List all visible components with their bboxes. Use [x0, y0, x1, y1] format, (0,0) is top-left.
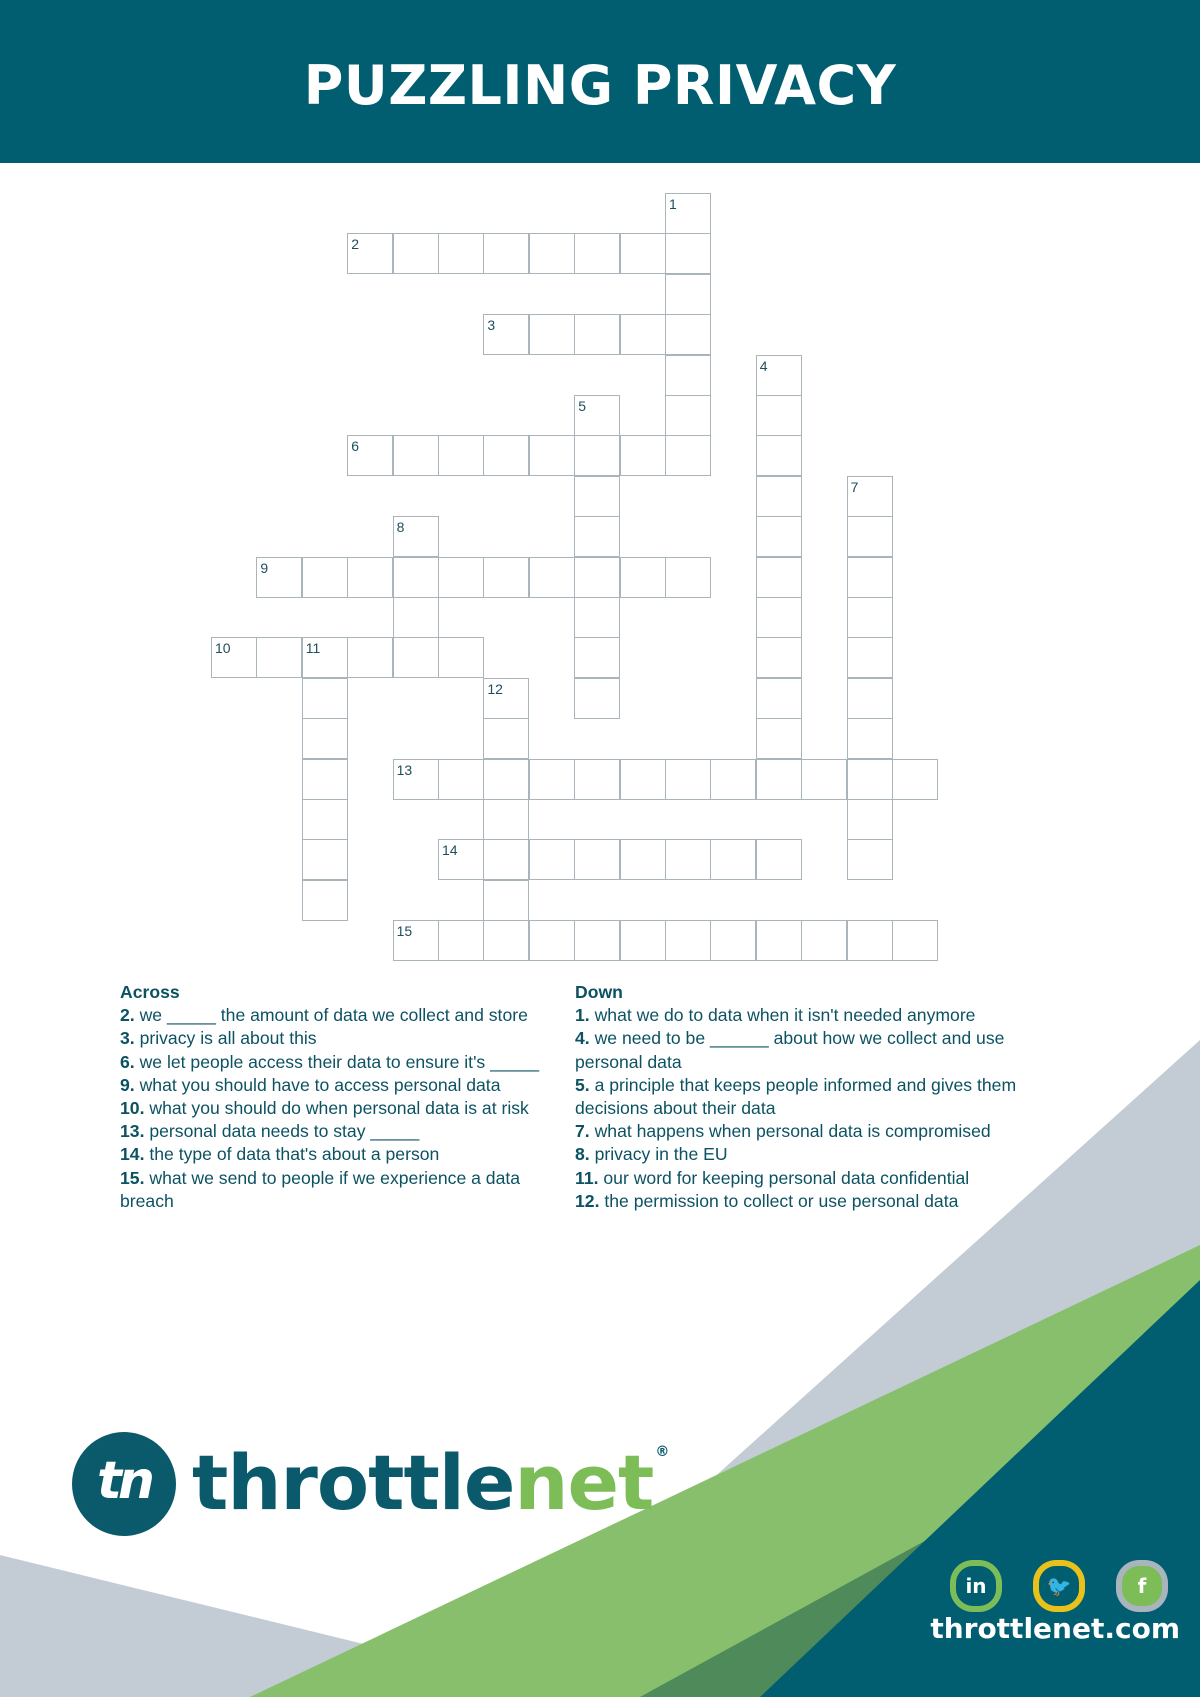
crossword-cell[interactable] [892, 920, 938, 961]
crossword-cell[interactable] [438, 920, 484, 961]
clue-number: 15 [396, 923, 413, 940]
crossword-cell[interactable] [756, 920, 802, 961]
crossword-cell[interactable] [801, 759, 847, 800]
crossword-cell[interactable] [256, 557, 302, 598]
crossword-cell[interactable] [756, 435, 802, 476]
crossword-cell[interactable] [393, 920, 439, 961]
crossword-cell[interactable] [665, 274, 711, 315]
clue-across [120, 1074, 565, 1097]
clue-across [120, 1097, 565, 1120]
linkedin-icon: in [953, 1563, 999, 1609]
clue-number: 6. [120, 1051, 135, 1072]
crossword-cell[interactable] [302, 759, 348, 800]
twitter-button[interactable] [1027, 1554, 1091, 1618]
crossword-cell[interactable] [847, 597, 893, 638]
logo-word-net: net [514, 1438, 654, 1527]
crossword-cell[interactable] [574, 557, 620, 598]
down-heading: Down [575, 982, 623, 1002]
website-link[interactable]: throttlenet.com [930, 1612, 1180, 1645]
crossword-cell[interactable] [302, 637, 348, 678]
crossword-cell[interactable] [756, 557, 802, 598]
crossword-cell[interactable] [847, 476, 893, 517]
crossword-cell[interactable] [438, 233, 484, 274]
page-title: PUZZLING PRIVACY [303, 54, 897, 117]
crossword-cell[interactable] [620, 759, 666, 800]
across-heading: Across [120, 982, 180, 1002]
clue-number: 2 [351, 236, 359, 253]
crossword-cell[interactable] [892, 759, 938, 800]
crossword-cell[interactable] [620, 233, 666, 274]
crossword-cell[interactable] [801, 920, 847, 961]
crossword-cell[interactable] [393, 557, 439, 598]
crossword-cell[interactable] [574, 516, 620, 557]
crossword-cell[interactable] [483, 233, 529, 274]
crossword-cell[interactable] [847, 839, 893, 880]
crossword-cell[interactable] [438, 435, 484, 476]
crossword-cell[interactable] [665, 233, 711, 274]
clue-number: 7 [850, 478, 859, 495]
clue-text: our word for keeping personal data confidential [598, 1167, 970, 1188]
crossword-cell[interactable] [483, 839, 529, 880]
clue-number: 10. [120, 1098, 145, 1119]
clue-number: 12 [487, 680, 503, 697]
crossword-cell[interactable] [438, 557, 484, 598]
crossword-cell[interactable] [529, 314, 575, 355]
clue-across [120, 1120, 565, 1143]
clue-down [575, 1190, 1040, 1213]
crossword-cell[interactable] [529, 759, 575, 800]
clue-text: a principle that keeps people informed and gives them decisions about their data [575, 1074, 1017, 1119]
crossword-cell[interactable] [574, 476, 620, 517]
crossword-cell[interactable] [393, 637, 439, 678]
crossword-cell[interactable] [529, 920, 575, 961]
crossword-cell[interactable] [256, 637, 302, 678]
crossword-cell[interactable] [574, 759, 620, 800]
clue-number: 2. [120, 1005, 135, 1026]
logo-wordmark [192, 1438, 668, 1527]
twitter-icon: 🐦 [1036, 1563, 1082, 1609]
clue-number: 3. [120, 1028, 135, 1049]
crossword-cell[interactable] [756, 839, 802, 880]
crossword-cell[interactable] [393, 516, 439, 557]
crossword-cell[interactable] [847, 718, 893, 759]
registered-mark: ® [655, 1444, 669, 1460]
crossword-cell[interactable] [756, 395, 802, 436]
linkedin-button[interactable] [944, 1554, 1008, 1618]
crossword-cell[interactable] [710, 759, 756, 800]
crossword-cell[interactable] [483, 799, 529, 840]
clue-number: 1 [669, 196, 677, 212]
crossword-cell[interactable] [483, 718, 529, 759]
clue-number: 4 [759, 357, 768, 374]
crossword-cell[interactable] [302, 718, 348, 759]
crossword-cell[interactable] [847, 799, 893, 840]
clue-text: what you should have to access personal data [134, 1074, 501, 1095]
clue-number: 11 [305, 640, 321, 657]
crossword-cell[interactable] [574, 637, 620, 678]
crossword-cell[interactable] [438, 759, 484, 800]
clue-number: 12. [575, 1190, 600, 1211]
clue-across [120, 1051, 565, 1074]
clue-number: 8 [396, 519, 405, 536]
clue-number: 9 [260, 559, 269, 576]
clue-text: privacy in the EU [589, 1144, 728, 1165]
clue-across [120, 1167, 565, 1213]
logo-word-throttle: throttle [192, 1438, 515, 1527]
clue-number: 5. [575, 1074, 590, 1095]
clue-text: the type of data that's about a person [144, 1144, 440, 1165]
crossword-cell[interactable] [574, 233, 620, 274]
clue-number: 6 [351, 438, 359, 455]
crossword-cell[interactable] [393, 233, 439, 274]
crossword-cell[interactable] [710, 920, 756, 961]
crossword-cell[interactable] [756, 637, 802, 678]
clue-down [575, 1143, 1040, 1166]
clue-number: 4. [575, 1028, 590, 1049]
crossword-cell[interactable] [665, 193, 711, 234]
crossword-cell[interactable] [620, 557, 666, 598]
crossword-cell[interactable] [483, 678, 529, 719]
crossword-cell[interactable] [665, 355, 711, 396]
throttlenet-logo [72, 1432, 669, 1542]
crossword-cell[interactable] [574, 678, 620, 719]
clue-text: we _____ the amount of data we collect and store [134, 1005, 528, 1026]
crossword-cell[interactable] [665, 314, 711, 355]
facebook-icon: f [1119, 1563, 1165, 1609]
logo-mark-text: tn [97, 1451, 151, 1511]
crossword-cell[interactable] [574, 314, 620, 355]
clue-text: what you should do when personal data is at risk [144, 1098, 529, 1119]
crossword-cell[interactable] [302, 880, 348, 921]
crossword-cell[interactable] [847, 637, 893, 678]
crossword-cell[interactable] [574, 435, 620, 476]
clue-number: 13. [120, 1121, 145, 1142]
crossword-cell[interactable] [756, 597, 802, 638]
crossword-cell[interactable] [438, 637, 484, 678]
crossword-cell[interactable] [665, 759, 711, 800]
crossword-cell[interactable] [756, 718, 802, 759]
crossword-cell[interactable] [847, 920, 893, 961]
clue-text: we let people access their data to ensure it's _____ [134, 1051, 540, 1072]
clue-number: 3 [487, 317, 496, 334]
crossword-cell[interactable] [620, 839, 666, 880]
crossword-cell[interactable] [620, 920, 666, 961]
clue-text: we need to be ______ about how we collect and use personal data [575, 1028, 1005, 1072]
clue-number: 9. [120, 1074, 135, 1095]
clue-number: 14. [120, 1144, 145, 1165]
crossword-cell[interactable] [483, 435, 529, 476]
clue-text: what we send to people if we experience a data breach [120, 1167, 521, 1211]
crossword-cell[interactable] [574, 839, 620, 880]
crossword-cell[interactable] [847, 557, 893, 598]
clue-number: 13 [396, 761, 413, 778]
clue-text: privacy is all about this [134, 1028, 317, 1049]
crossword-cell[interactable] [302, 678, 348, 719]
crossword-cell[interactable] [529, 839, 575, 880]
clue-down [575, 1167, 1040, 1190]
crossword-cell[interactable] [302, 799, 348, 840]
crossword-cell[interactable] [438, 839, 484, 880]
clue-down [575, 1120, 1040, 1143]
crossword-cell[interactable] [529, 435, 575, 476]
crossword-cell[interactable] [483, 557, 529, 598]
crossword-cell[interactable] [756, 678, 802, 719]
crossword-cell[interactable] [574, 920, 620, 961]
crossword-cell[interactable] [347, 637, 393, 678]
crossword-cell[interactable] [393, 597, 439, 638]
crossword-cell[interactable] [574, 395, 620, 436]
clue-number: 7. [575, 1121, 590, 1142]
clue-number: 1. [575, 1005, 590, 1026]
crossword-cell[interactable] [665, 839, 711, 880]
clue-text: what we do to data when it isn't needed anymore [589, 1005, 976, 1026]
crossword-cell[interactable] [756, 476, 802, 517]
clue-down [575, 1074, 1040, 1120]
crossword-cell[interactable] [665, 435, 711, 476]
clue-across [120, 1143, 565, 1166]
crossword-cell[interactable] [347, 233, 393, 274]
crossword-cell[interactable] [756, 355, 802, 396]
clue-down [575, 1004, 1040, 1027]
crossword-cell[interactable] [665, 395, 711, 436]
clue-number: 10 [215, 640, 231, 657]
crossword-cell[interactable] [756, 759, 802, 800]
clue-number: 15. [120, 1167, 145, 1188]
clue-text: what happens when personal data is compromised [589, 1121, 991, 1142]
logo-mark [72, 1432, 176, 1536]
clue-number: 14 [442, 842, 458, 859]
crossword-cell[interactable] [302, 839, 348, 880]
crossword-cell[interactable] [847, 678, 893, 719]
clue-number: 11. [575, 1167, 599, 1188]
clue-across [120, 1027, 565, 1050]
crossword-cell[interactable] [574, 597, 620, 638]
crossword-cell[interactable] [665, 920, 711, 961]
crossword-cell[interactable] [529, 557, 575, 598]
crossword-cell[interactable] [620, 314, 666, 355]
crossword-cell[interactable] [483, 759, 529, 800]
down-clues [575, 981, 1040, 1213]
crossword-cell[interactable] [756, 516, 802, 557]
clue-number: 8. [575, 1144, 590, 1165]
crossword-cell[interactable] [393, 435, 439, 476]
crossword-cell[interactable] [211, 637, 257, 678]
crossword-cell[interactable] [347, 435, 393, 476]
crossword-cell[interactable] [483, 314, 529, 355]
facebook-button[interactable] [1110, 1554, 1174, 1618]
crossword-cell[interactable] [347, 557, 393, 598]
across-clues [120, 981, 565, 1213]
crossword-cell[interactable] [483, 920, 529, 961]
crossword-cell[interactable] [620, 435, 666, 476]
crossword-cell[interactable] [665, 557, 711, 598]
crossword-cell[interactable] [847, 759, 893, 800]
clue-text: the permission to collect or use personal data [599, 1190, 959, 1211]
crossword-cell[interactable] [302, 557, 348, 598]
crossword-cell[interactable] [847, 516, 893, 557]
clue-number: 5 [578, 398, 586, 414]
crossword-cell[interactable] [529, 233, 575, 274]
clue-text: personal data needs to stay _____ [144, 1121, 420, 1142]
clue-down [575, 1027, 1040, 1073]
crossword-cell[interactable] [710, 839, 756, 880]
crossword-cell[interactable] [483, 880, 529, 921]
crossword-cell[interactable] [393, 759, 439, 800]
clue-across [120, 1004, 565, 1027]
